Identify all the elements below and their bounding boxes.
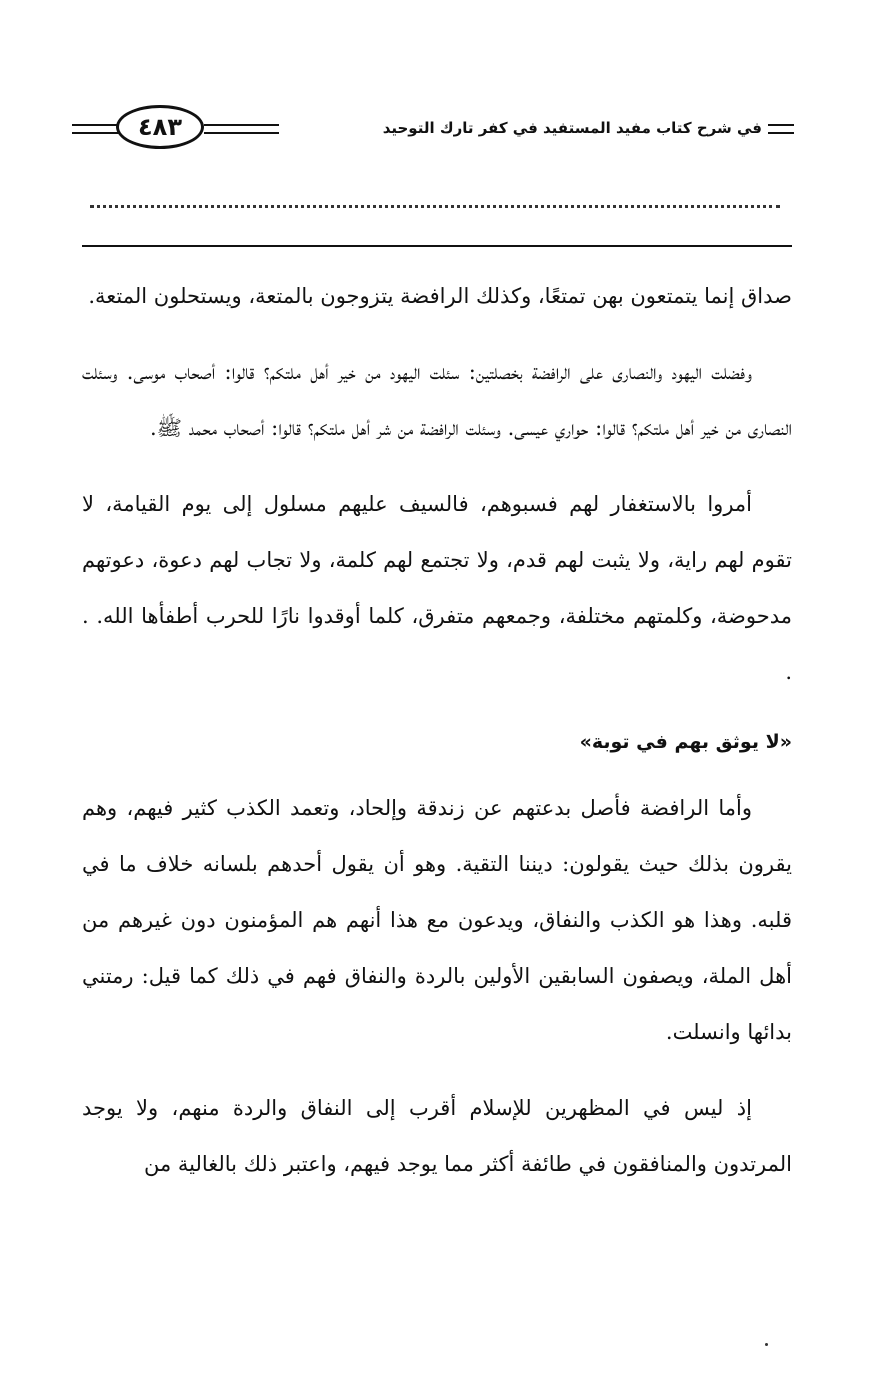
dotted-separator (90, 205, 780, 208)
ornament-double-line-left (72, 124, 120, 134)
page-number-ornament (72, 105, 282, 151)
header-rule (82, 245, 792, 247)
section-heading: «لا يوثق بهم في توبة» (579, 731, 792, 753)
paragraph: وفضلت اليهود والنصارى على الرافضة بخصلتين: سئلت اليهود من خير أهل ملتكم؟ قالوا: أصحاب موسى. وسئلت النصارى من خير أهل ملتكم؟ قالوا: حواري عيسى. وسئلت الرافضة من شر أهل ملتكم؟ قالوا: أصحاب محمد ﷺ. (82, 360, 792, 440)
title-ornament-rule (768, 124, 794, 134)
ornament-double-line-right (204, 124, 279, 134)
paragraph: وأما الرافضة فأصل بدعتهم عن زندقة وإلحاد، وتعمد الكذب كثير فيهم، وهم يقرون بذلك حيث يقولون: ديننا التقية. وهو أن يقول أحدهم بلسانه خلاف ما في قلبه. وهذا هو الكذب والنفاق، ويدعون مع هذا أنهم هم المؤمنون دون غيرهم من أهل الملة، ويصفون السابقين الأولين بالردة والنفاق فهم في ذلك كما قيل: رمتني بدائها وانسلت. (82, 796, 792, 1044)
main-text (82, 268, 792, 1212)
print-speck (765, 1343, 768, 1346)
paragraph: صداق إنما يتمتعون بهن تمتعًا، وكذلك الرافضة يتزوجون بالمتعة، ويستحلون المتعة. (88, 284, 792, 308)
running-title-text: في شرح كتاب مفيد المستفيد في كفر تارك التوحيد (382, 119, 762, 137)
page-number: ٤٨٣ (116, 105, 204, 149)
running-title (383, 119, 794, 137)
paragraph: إذ ليس في المظهرين للإسلام أقرب إلى النفاق والردة منهم، ولا يوجد المرتدون والمنافقون في طائفة أكثر مما يوجد فيهم، واعتبر ذلك بالغالية من (82, 1096, 792, 1176)
page-header (72, 95, 794, 165)
paragraph: أمروا بالاستغفار لهم فسبوهم، فالسيف عليهم مسلول إلى يوم القيامة، لا تقوم لهم راية، ولا يثبت لهم قدم، ولا تجتمع لهم كلمة، ولا تجاب لهم دعوة، دعوتهم مدحوضة، وكلمتهم مختلفة، وجمعهم متفرق، كلما أوقدوا نارًا للحرب أطفأها الله. . . (82, 492, 792, 684)
